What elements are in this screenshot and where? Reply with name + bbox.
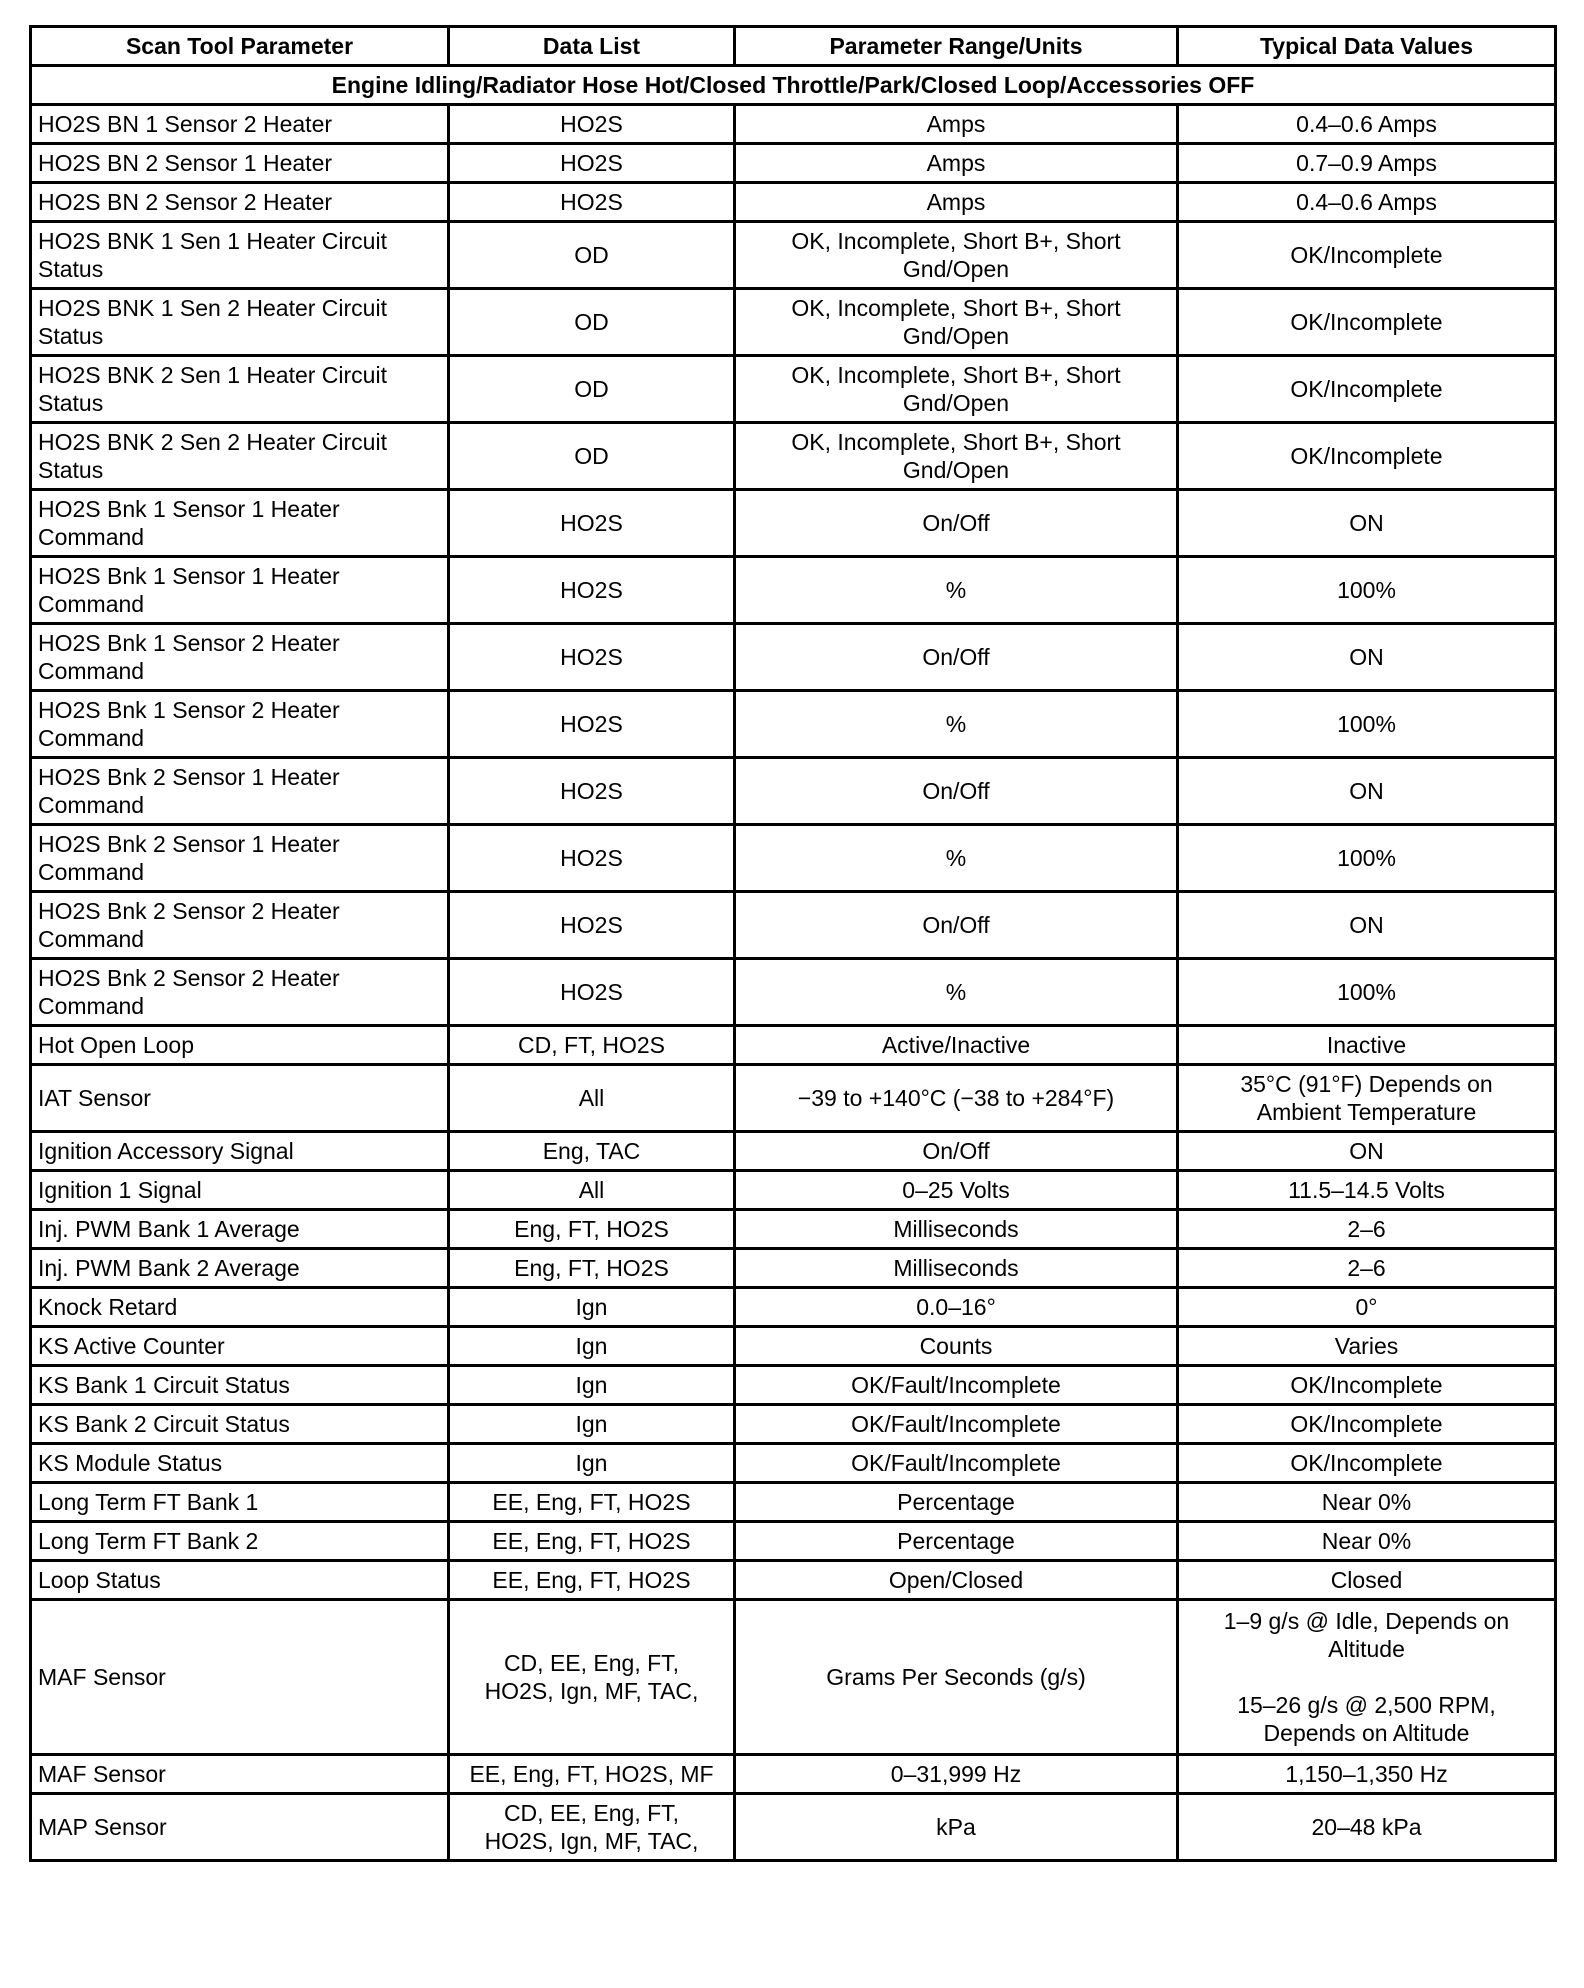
- cell-parameter: IAT Sensor: [31, 1065, 449, 1132]
- cell-range-units: OK/Fault/Incomplete: [735, 1444, 1178, 1483]
- cell-data-list: EE, Eng, FT, HO2S, MF: [449, 1755, 735, 1794]
- cell-data-list: HO2S: [449, 758, 735, 825]
- cell-typical-value: ON: [1178, 624, 1556, 691]
- cell-data-list: HO2S: [449, 624, 735, 691]
- cell-typical-value: OK/Incomplete: [1178, 356, 1556, 423]
- cell-data-list: All: [449, 1065, 735, 1132]
- table-row: [31, 1171, 1556, 1210]
- cell-range-units: Amps: [735, 144, 1178, 183]
- cell-data-list: HO2S: [449, 825, 735, 892]
- cell-typical-value: Near 0%: [1178, 1522, 1556, 1561]
- cell-range-units: 0.0–16°: [735, 1288, 1178, 1327]
- cell-typical-value: 0.4–0.6 Amps: [1178, 105, 1556, 144]
- cell-data-list: EE, Eng, FT, HO2S: [449, 1483, 735, 1522]
- cell-data-list: HO2S: [449, 892, 735, 959]
- cell-parameter: KS Bank 1 Circuit Status: [31, 1366, 449, 1405]
- cell-data-list: CD, EE, Eng, FT, HO2S, Ign, MF, TAC,: [449, 1600, 735, 1755]
- cell-range-units: OK, Incomplete, Short B+, Short Gnd/Open: [735, 289, 1178, 356]
- cell-range-units: On/Off: [735, 624, 1178, 691]
- table-row: [31, 1132, 1556, 1171]
- cell-range-units: OK, Incomplete, Short B+, Short Gnd/Open: [735, 423, 1178, 490]
- cell-range-units: %: [735, 691, 1178, 758]
- cell-parameter: HO2S Bnk 2 Sensor 1 Heater Command: [31, 825, 449, 892]
- cell-parameter: HO2S Bnk 1 Sensor 1 Heater Command: [31, 490, 449, 557]
- table-row: [31, 222, 1556, 289]
- cell-data-list: EE, Eng, FT, HO2S: [449, 1522, 735, 1561]
- cell-range-units: OK/Fault/Incomplete: [735, 1366, 1178, 1405]
- cell-parameter: HO2S BNK 1 Sen 1 Heater Circuit Status: [31, 222, 449, 289]
- cell-typical-value: Closed: [1178, 1561, 1556, 1600]
- cell-typical-value: Near 0%: [1178, 1483, 1556, 1522]
- cell-range-units: Amps: [735, 183, 1178, 222]
- table-row: [31, 289, 1556, 356]
- cell-typical-value: 1–9 g/s @ Idle, Depends on Altitude 15–26 g/s @ 2,500 RPM, Depends on Altitude: [1178, 1600, 1556, 1755]
- header-scan-tool-parameter: Scan Tool Parameter: [31, 27, 449, 66]
- cell-typical-value: 20–48 kPa: [1178, 1794, 1556, 1861]
- cell-data-list: HO2S: [449, 105, 735, 144]
- cell-typical-value: 11.5–14.5 Volts: [1178, 1171, 1556, 1210]
- table-row: [31, 356, 1556, 423]
- cell-parameter: Ignition Accessory Signal: [31, 1132, 449, 1171]
- cell-range-units: −39 to +140°C (−38 to +284°F): [735, 1065, 1178, 1132]
- cell-typical-value: 0.4–0.6 Amps: [1178, 183, 1556, 222]
- table-body: [31, 66, 1556, 1861]
- cell-typical-value: 1,150–1,350 Hz: [1178, 1755, 1556, 1794]
- cell-range-units: Grams Per Seconds (g/s): [735, 1600, 1178, 1755]
- cell-data-list: OD: [449, 222, 735, 289]
- cell-parameter: HO2S Bnk 1 Sensor 1 Heater Command: [31, 557, 449, 624]
- cell-parameter: MAP Sensor: [31, 1794, 449, 1861]
- table-row: [31, 1026, 1556, 1065]
- cell-range-units: Percentage: [735, 1483, 1178, 1522]
- cell-data-list: Eng, TAC: [449, 1132, 735, 1171]
- cell-range-units: 0–31,999 Hz: [735, 1755, 1178, 1794]
- cell-typical-value: ON: [1178, 490, 1556, 557]
- cell-range-units: Milliseconds: [735, 1249, 1178, 1288]
- cell-typical-value: Inactive: [1178, 1026, 1556, 1065]
- cell-parameter: HO2S Bnk 1 Sensor 2 Heater Command: [31, 691, 449, 758]
- cell-typical-value: OK/Incomplete: [1178, 423, 1556, 490]
- cell-typical-value: 35°C (91°F) Depends on Ambient Temperature: [1178, 1065, 1556, 1132]
- cell-typical-value: 100%: [1178, 691, 1556, 758]
- cell-data-list: HO2S: [449, 183, 735, 222]
- table-row: [31, 490, 1556, 557]
- section-title: Engine Idling/Radiator Hose Hot/Closed Throttle/Park/Closed Loop/Accessories OFF: [31, 66, 1556, 105]
- cell-range-units: On/Off: [735, 758, 1178, 825]
- cell-parameter: HO2S Bnk 2 Sensor 2 Heater Command: [31, 959, 449, 1026]
- cell-data-list: CD, EE, Eng, FT, HO2S, Ign, MF, TAC,: [449, 1794, 735, 1861]
- cell-typical-value: OK/Incomplete: [1178, 289, 1556, 356]
- cell-parameter: Hot Open Loop: [31, 1026, 449, 1065]
- table-row: [31, 892, 1556, 959]
- table-row: [31, 423, 1556, 490]
- cell-range-units: Amps: [735, 105, 1178, 144]
- cell-range-units: OK, Incomplete, Short B+, Short Gnd/Open: [735, 222, 1178, 289]
- cell-data-list: HO2S: [449, 691, 735, 758]
- table-row: [31, 144, 1556, 183]
- table-row: [31, 1600, 1556, 1755]
- cell-typical-value: 0.7–0.9 Amps: [1178, 144, 1556, 183]
- cell-data-list: CD, FT, HO2S: [449, 1026, 735, 1065]
- cell-typical-value: ON: [1178, 1132, 1556, 1171]
- table-row: [31, 825, 1556, 892]
- cell-data-list: Eng, FT, HO2S: [449, 1210, 735, 1249]
- cell-range-units: Open/Closed: [735, 1561, 1178, 1600]
- cell-parameter: Knock Retard: [31, 1288, 449, 1327]
- table-row: [31, 1444, 1556, 1483]
- cell-typical-value: OK/Incomplete: [1178, 1405, 1556, 1444]
- table-row: [31, 183, 1556, 222]
- cell-data-list: HO2S: [449, 490, 735, 557]
- cell-range-units: OK/Fault/Incomplete: [735, 1405, 1178, 1444]
- cell-data-list: HO2S: [449, 557, 735, 624]
- cell-typical-value: OK/Incomplete: [1178, 1444, 1556, 1483]
- cell-typical-value: OK/Incomplete: [1178, 222, 1556, 289]
- cell-data-list: Ign: [449, 1288, 735, 1327]
- cell-parameter: HO2S BNK 2 Sen 2 Heater Circuit Status: [31, 423, 449, 490]
- header-typical-data-values: Typical Data Values: [1178, 27, 1556, 66]
- cell-range-units: OK, Incomplete, Short B+, Short Gnd/Open: [735, 356, 1178, 423]
- cell-range-units: Percentage: [735, 1522, 1178, 1561]
- cell-data-list: OD: [449, 423, 735, 490]
- cell-parameter: HO2S BN 2 Sensor 1 Heater: [31, 144, 449, 183]
- cell-range-units: %: [735, 557, 1178, 624]
- cell-range-units: %: [735, 825, 1178, 892]
- cell-parameter: Ignition 1 Signal: [31, 1171, 449, 1210]
- cell-parameter: HO2S BN 2 Sensor 2 Heater: [31, 183, 449, 222]
- cell-range-units: On/Off: [735, 892, 1178, 959]
- cell-parameter: Loop Status: [31, 1561, 449, 1600]
- cell-typical-value: 100%: [1178, 557, 1556, 624]
- header-data-list: Data List: [449, 27, 735, 66]
- cell-range-units: 0–25 Volts: [735, 1171, 1178, 1210]
- cell-range-units: %: [735, 959, 1178, 1026]
- cell-typical-value: ON: [1178, 892, 1556, 959]
- section-row: [31, 66, 1556, 105]
- cell-typical-value: 0°: [1178, 1288, 1556, 1327]
- cell-parameter: MAF Sensor: [31, 1755, 449, 1794]
- cell-data-list: OD: [449, 289, 735, 356]
- cell-typical-value: 2–6: [1178, 1249, 1556, 1288]
- cell-parameter: HO2S BNK 1 Sen 2 Heater Circuit Status: [31, 289, 449, 356]
- table-row: [31, 1366, 1556, 1405]
- cell-data-list: Ign: [449, 1366, 735, 1405]
- cell-data-list: OD: [449, 356, 735, 423]
- cell-parameter: Long Term FT Bank 1: [31, 1483, 449, 1522]
- cell-data-list: Ign: [449, 1444, 735, 1483]
- cell-typical-value: 100%: [1178, 825, 1556, 892]
- table-row: [31, 1210, 1556, 1249]
- cell-data-list: HO2S: [449, 959, 735, 1026]
- cell-parameter: KS Bank 2 Circuit Status: [31, 1405, 449, 1444]
- cell-parameter: HO2S Bnk 2 Sensor 1 Heater Command: [31, 758, 449, 825]
- table-header: [31, 27, 1556, 66]
- cell-data-list: All: [449, 1171, 735, 1210]
- cell-typical-value: 2–6: [1178, 1210, 1556, 1249]
- cell-typical-value: Varies: [1178, 1327, 1556, 1366]
- table-row: [31, 1522, 1556, 1561]
- table-row: [31, 1794, 1556, 1861]
- cell-parameter: Inj. PWM Bank 1 Average: [31, 1210, 449, 1249]
- table-row: [31, 624, 1556, 691]
- cell-typical-value: OK/Incomplete: [1178, 1366, 1556, 1405]
- cell-typical-value: ON: [1178, 758, 1556, 825]
- header-row: [31, 27, 1556, 66]
- cell-parameter: Inj. PWM Bank 2 Average: [31, 1249, 449, 1288]
- table-row: [31, 105, 1556, 144]
- table-row: [31, 1561, 1556, 1600]
- cell-range-units: kPa: [735, 1794, 1178, 1861]
- cell-range-units: On/Off: [735, 1132, 1178, 1171]
- cell-parameter: KS Active Counter: [31, 1327, 449, 1366]
- cell-parameter: HO2S BNK 2 Sen 1 Heater Circuit Status: [31, 356, 449, 423]
- table-row: [31, 1288, 1556, 1327]
- table-row: [31, 959, 1556, 1026]
- cell-range-units: Active/Inactive: [735, 1026, 1178, 1065]
- header-parameter-range-units: Parameter Range/Units: [735, 27, 1178, 66]
- cell-range-units: On/Off: [735, 490, 1178, 557]
- cell-range-units: Counts: [735, 1327, 1178, 1366]
- cell-data-list: Eng, FT, HO2S: [449, 1249, 735, 1288]
- table-row: [31, 1327, 1556, 1366]
- table-row: [31, 1405, 1556, 1444]
- table-row: [31, 1249, 1556, 1288]
- table-row: [31, 1755, 1556, 1794]
- cell-parameter: HO2S BN 1 Sensor 2 Heater: [31, 105, 449, 144]
- cell-typical-value: 100%: [1178, 959, 1556, 1026]
- cell-data-list: HO2S: [449, 144, 735, 183]
- cell-parameter: KS Module Status: [31, 1444, 449, 1483]
- scan-tool-data-table: [29, 25, 1557, 1862]
- cell-parameter: HO2S Bnk 2 Sensor 2 Heater Command: [31, 892, 449, 959]
- cell-data-list: EE, Eng, FT, HO2S: [449, 1561, 735, 1600]
- cell-data-list: Ign: [449, 1405, 735, 1444]
- table-row: [31, 691, 1556, 758]
- cell-parameter: MAF Sensor: [31, 1600, 449, 1755]
- cell-data-list: Ign: [449, 1327, 735, 1366]
- table-row: [31, 758, 1556, 825]
- cell-range-units: Milliseconds: [735, 1210, 1178, 1249]
- cell-parameter: HO2S Bnk 1 Sensor 2 Heater Command: [31, 624, 449, 691]
- table-row: [31, 1483, 1556, 1522]
- cell-parameter: Long Term FT Bank 2: [31, 1522, 449, 1561]
- table-row: [31, 1065, 1556, 1132]
- table-row: [31, 557, 1556, 624]
